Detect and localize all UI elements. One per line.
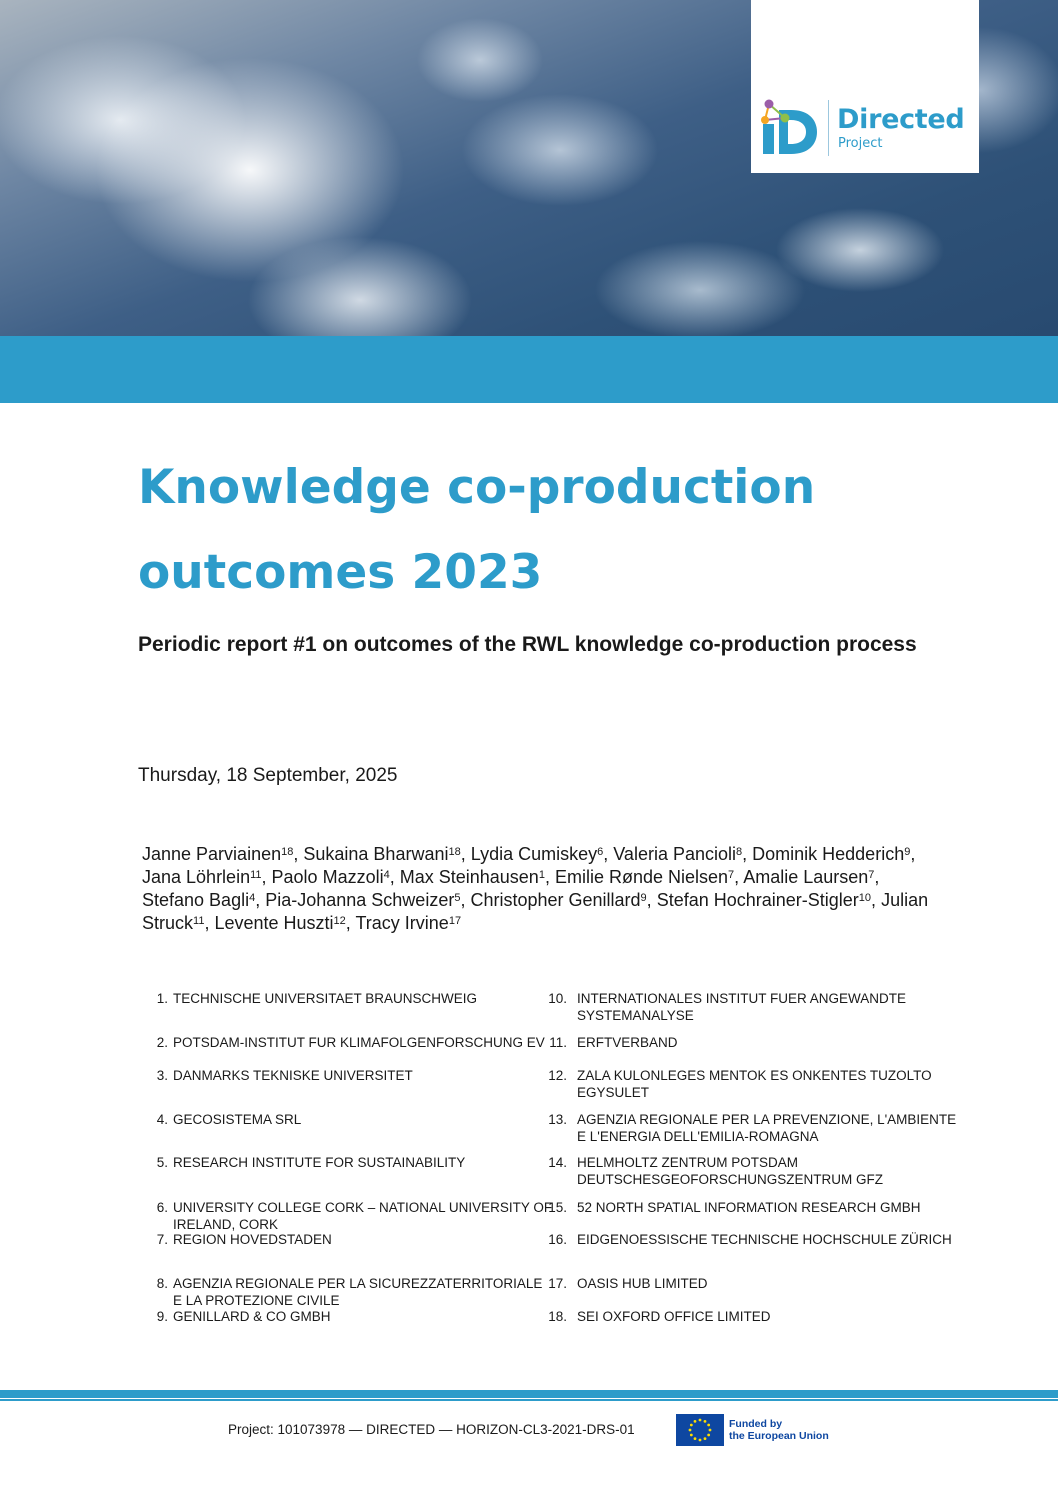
affiliation-number: 10. (548, 991, 567, 1006)
project-footer: Project: 101073978 — DIRECTED — HORIZON-CL3-2021-DRS-01 (228, 1422, 635, 1437)
author-name: Lydia Cumiskey (470, 844, 598, 864)
affiliation-name: SEI OXFORD OFFICE LIMITED (577, 1309, 771, 1324)
author (142, 890, 255, 910)
author (752, 844, 910, 864)
author-name: Max Steinhausen (399, 867, 539, 887)
author-affiliation-ref: 6 (597, 846, 604, 858)
affiliation-name: TECHNISCHE UNIVERSITAET BRAUNSCHWEIG (173, 991, 478, 1006)
author-affiliation-ref: 10 (858, 892, 872, 904)
eu-star (707, 1424, 710, 1427)
affiliation-number: 11. (549, 1035, 567, 1050)
author (355, 913, 461, 933)
eu-star (689, 1429, 692, 1432)
author-affiliation-ref: 9 (904, 846, 911, 858)
author (400, 867, 545, 887)
affiliation-number: 17. (548, 1276, 567, 1291)
directed-logo (751, 0, 979, 173)
affiliation-name: GENILLARD & CO GMBH (173, 1309, 331, 1324)
affiliation-number: 9. (156, 1309, 168, 1324)
author-name: Sukaina Bharwani (303, 844, 449, 864)
affiliation-name: GECOSISTEMA SRL (173, 1112, 302, 1127)
affiliation-name: AGENZIA REGIONALE PER LA SICUREZZATERRITORIALE E LA PROTEZIONE CIVILE (173, 1276, 543, 1308)
affiliation-name: ZALA KULONLEGES MENTOK ES ONKENTES TUZOLTO EGYSULET (577, 1068, 932, 1100)
header-band (0, 336, 1058, 403)
affiliation-number: 13. (548, 1112, 567, 1127)
author-affiliation-ref: 4 (383, 869, 390, 881)
eu-star (704, 1420, 707, 1423)
author (743, 867, 874, 887)
eu-star (690, 1434, 693, 1437)
author (265, 890, 460, 910)
author-name: Janne Parviainen (142, 844, 282, 864)
footer-rule (0, 1390, 1058, 1398)
author (142, 867, 262, 887)
author (272, 867, 390, 887)
eu-star (690, 1424, 693, 1427)
eu-star (699, 1419, 702, 1422)
author-name: Jana Löhrlein (142, 867, 251, 887)
eu-funding-line-1: Funded by (729, 1418, 783, 1430)
affiliation-name: REGION HOVEDSTADEN (173, 1232, 332, 1247)
affiliation-name: 52 NORTH SPATIAL INFORMATION RESEARCH GMBH (577, 1200, 921, 1215)
logo-separator (828, 100, 829, 156)
author (657, 890, 871, 910)
affiliation-name: OASIS HUB LIMITED (577, 1276, 708, 1291)
affiliation-name: EIDGENOESSISCHE TECHNISCHE HOCHSCHULE ZÜRICH (577, 1232, 952, 1247)
logo-subtitle: Project (838, 136, 883, 151)
affiliation-number: 4. (156, 1112, 168, 1127)
author-affiliation-ref: 5 (454, 892, 461, 904)
affiliation-name: AGENZIA REGIONALE PER LA PREVENZIONE, L'AMBIENTE E L'ENERGIA DELL'EMILIA-ROMAGNA (577, 1112, 957, 1144)
author-affiliation-ref: 11 (193, 915, 205, 927)
document-title: Knowledge co-production outcomes 2023 (138, 460, 816, 600)
author (471, 844, 604, 864)
author-affiliation-ref: 18 (281, 846, 294, 858)
affiliation-number: 18. (548, 1309, 567, 1324)
affiliation-number: 6. (156, 1200, 168, 1215)
author-name: Julian Struck (142, 890, 929, 933)
affiliation-name: RESEARCH INSTITUTE FOR SUSTAINABILITY (173, 1155, 466, 1170)
affiliation-number: 16. (548, 1232, 567, 1247)
author-list: Janne Parviainen$^{18}$, Sukaina Bharwani$^{18}$, Lydia Cumiskey$^6$, Valeria Pancioli$^8$, Dominik Hedderich$^9$, Jana Löhrlein$^{11}$, Paolo Mazzoli$^4$, Max Steinhausen$^1$, Emilie Rønde Nielsen$^7$, Amalie Laursen$^7$, Stefano Bagli$^4$, Pia-Johanna Schweizer$^5$, Christopher Genillard$^9$, Stefan Hochrainer-Stigler$^{10}$, Julian Struck$^{11}$, Levente Huszti$^{12}$, Tracy Irvine$^{17}$ (142, 844, 929, 933)
author (613, 844, 742, 864)
author-affiliation-ref: 12 (333, 915, 346, 927)
author (214, 913, 345, 933)
eu-flag-icon (676, 1414, 724, 1446)
affiliation-name: POTSDAM-INSTITUT FUR KLIMAFOLGENFORSCHUNG EV (173, 1035, 545, 1050)
author (555, 867, 734, 887)
document-date: Thursday, 18 September, 2025 (138, 765, 398, 786)
author (303, 844, 460, 864)
affiliation-number: 12. (548, 1068, 567, 1083)
affiliation-name: ERFTVERBAND (577, 1035, 678, 1050)
logo-wordmark: Directed (837, 104, 965, 135)
affiliation-number: 15. (548, 1200, 567, 1215)
eu-funding-line-2: the European Union (729, 1430, 829, 1442)
author-affiliation-ref: 17 (448, 915, 462, 927)
cover-image (0, 0, 1058, 336)
author-name: Levente Huszti (214, 913, 334, 933)
author-name: Stefan Hochrainer-Stigler (656, 890, 859, 910)
author-name: Valeria Pancioli (613, 844, 736, 864)
author-affiliation-ref: 1 (538, 869, 545, 881)
affiliation-name: DANMARKS TEKNISKE UNIVERSITET (173, 1068, 413, 1083)
author-affiliation-ref: 7 (728, 869, 735, 881)
author-name: Stefano Bagli (142, 890, 250, 910)
author-affiliation-ref: 9 (640, 892, 647, 904)
affiliation-number: 8. (156, 1276, 168, 1291)
affiliation-name: INTERNATIONALES INSTITUT FUER ANGEWANDTE SYSTEMANALYSE (577, 991, 907, 1023)
author-name: Amalie Laursen (743, 867, 869, 887)
author-name: Pia-Johanna Schweizer (265, 890, 455, 910)
document-subtitle: Periodic report #1 on outcomes of the RWL knowledge co-production process (138, 633, 917, 656)
author (142, 844, 293, 864)
affiliation-number: 3. (156, 1068, 168, 1083)
author-affiliation-ref: 8 (736, 846, 743, 858)
author (470, 890, 646, 910)
eu-star (707, 1434, 710, 1437)
affiliation-name: HELMHOLTZ ZENTRUM POTSDAM DEUTSCHESGEOFORSCHUNGSZENTRUM GFZ (577, 1155, 884, 1187)
author-affiliation-ref: 18 (448, 846, 461, 858)
eu-funding-label (729, 1418, 839, 1442)
author-name: Tracy Irvine (355, 913, 449, 933)
eu-star (699, 1439, 702, 1442)
affiliation-name: UNIVERSITY COLLEGE CORK – NATIONAL UNIVERSITY OF IRELAND, CORK (173, 1200, 553, 1232)
eu-star (694, 1437, 697, 1440)
footer-rule-thin (0, 1399, 1058, 1401)
eu-star (704, 1437, 707, 1440)
affiliation-number: 2. (156, 1035, 168, 1050)
author-affiliation-ref: 4 (249, 892, 256, 904)
author-name: Paolo Mazzoli (271, 867, 384, 887)
author-affiliation-ref: 7 (868, 869, 875, 881)
author-name: Emilie Rønde Nielsen (554, 867, 729, 887)
affiliation-number: 1. (156, 991, 168, 1006)
eu-star (694, 1420, 697, 1423)
eu-star (709, 1429, 712, 1432)
author-name: Dominik Hedderich (752, 844, 905, 864)
directed-d-icon (761, 96, 819, 158)
affiliation-number: 7. (156, 1232, 168, 1247)
author-name: Christopher Genillard (470, 890, 641, 910)
affiliation-number: 14. (548, 1155, 567, 1170)
author-affiliation-ref: 11 (250, 869, 262, 881)
affiliation-number: 5. (156, 1155, 168, 1170)
